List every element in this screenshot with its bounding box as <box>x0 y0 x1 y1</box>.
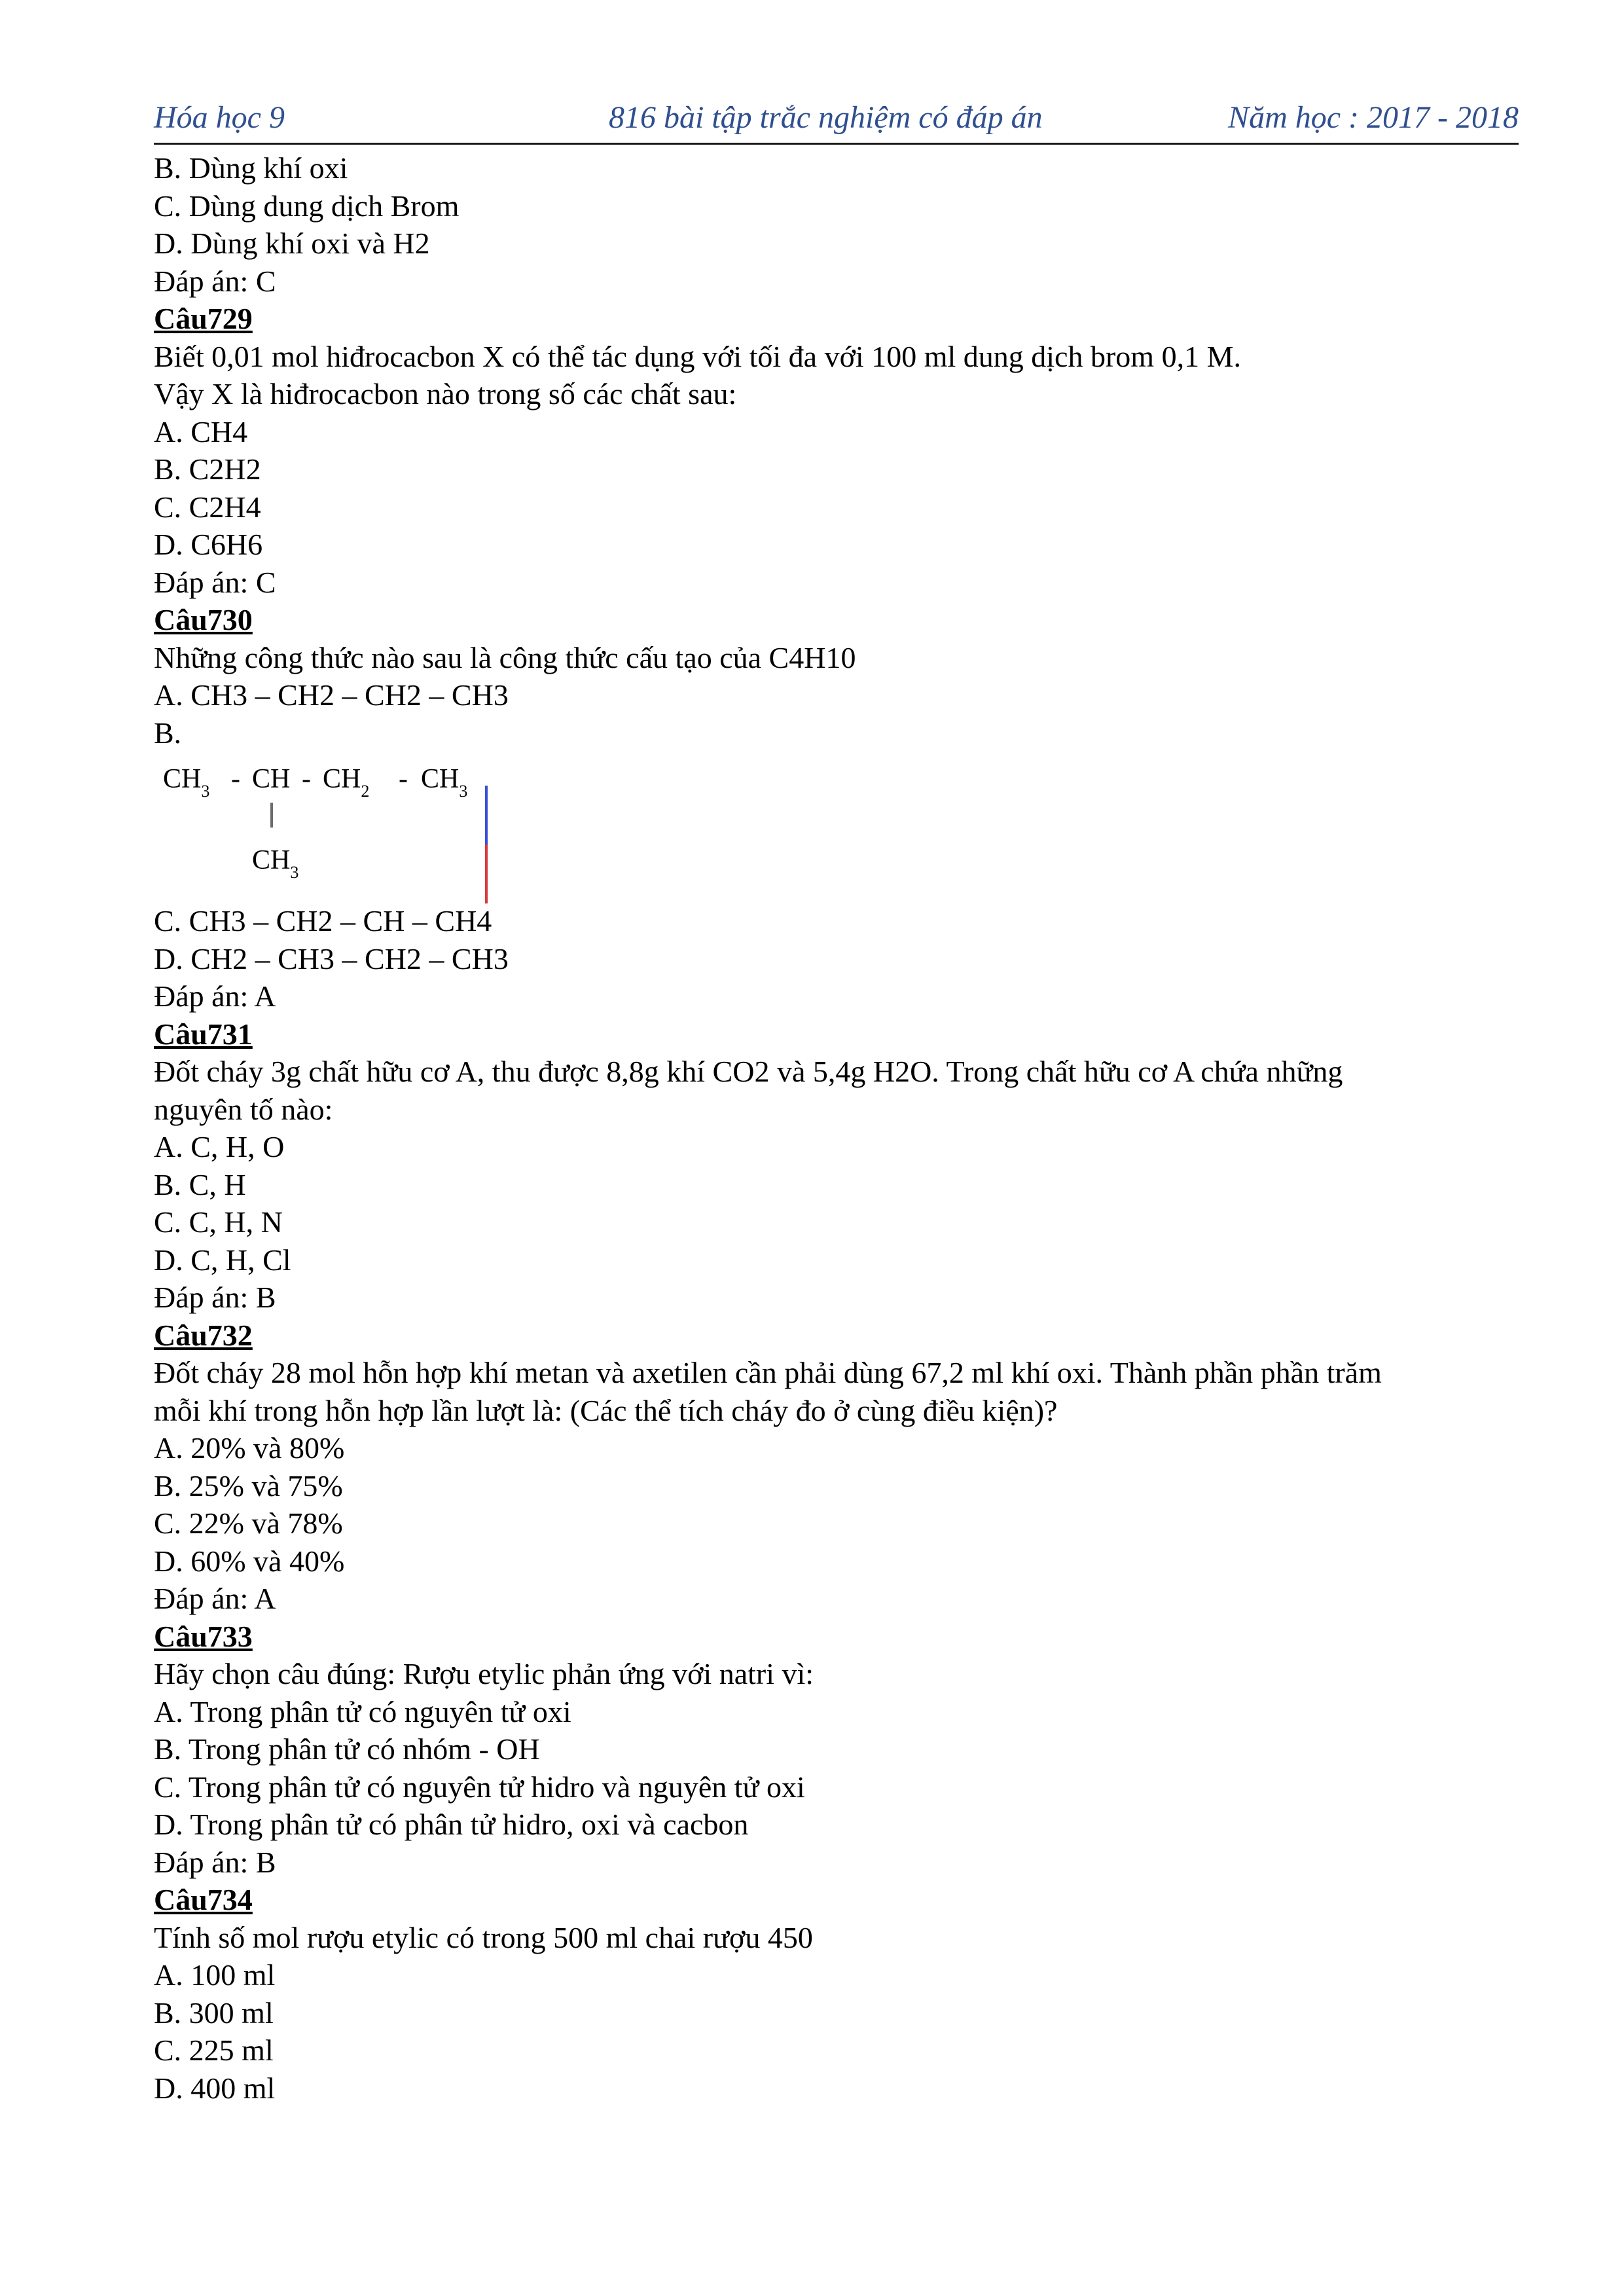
question-text: Biết 0,01 mol hiđrocacbon X có thể tác dụng với tối đa với 100 ml dung dịch brom 0,1 M. <box>154 339 1241 373</box>
option: D. Trong phân tử có phân tử hidro, oxi và cacbon <box>154 1808 749 1841</box>
option: A. 20% và 80% <box>154 1431 345 1465</box>
decorative-line-red <box>485 845 488 903</box>
option: D. Dùng khí oxi và H2 <box>154 227 430 260</box>
question-title: Câu730 <box>154 603 253 636</box>
formula-bond-vertical <box>270 803 273 828</box>
option: C. Dùng dung dịch Brom <box>154 189 460 223</box>
option: B. C, H <box>154 1167 246 1201</box>
document-body <box>154 149 1528 2107</box>
option: C. 22% và 78% <box>154 1506 343 1540</box>
formula-group: $CH_2$ <box>323 764 370 801</box>
option: B. 300 ml <box>154 1995 274 2030</box>
question-title: Câu733 <box>154 1619 253 1653</box>
formula-group: $CH_3$ <box>252 845 299 882</box>
structural-formula-image <box>154 752 743 902</box>
option: C. C2H4 <box>154 490 261 524</box>
answer: Đáp án: C <box>154 565 276 599</box>
question-text: Đốt cháy 3g chất hữu cơ A, thu được 8,8g khí CO2 và 5,4g H2O. Trong chất hữu cơ A chứa những <box>154 1055 1343 1088</box>
formula-bond: - <box>302 764 311 794</box>
question-text: mỗi khí trong hỗn hợp lần lượt là: (Các thể tích cháy đo ở cùng điều kiện)? <box>154 1393 1058 1427</box>
formula-group: CH <box>252 764 291 794</box>
question-text: Vậy X là hiđrocacbon nào trong số các chất sau: <box>154 377 737 410</box>
option: C. C, H, N <box>154 1205 283 1239</box>
page-header <box>154 97 1519 145</box>
option: B. Dùng khí oxi <box>154 151 348 185</box>
decorative-line-blue <box>485 786 488 845</box>
answer: Đáp án: A <box>154 1582 276 1615</box>
answer: Đáp án: B <box>154 1281 276 1314</box>
answer: Đáp án: B <box>154 1845 276 1879</box>
header-school-year: Năm học : 2017 - 2018 <box>1228 100 1519 135</box>
answer: Đáp án: A <box>154 979 276 1013</box>
option: C. Trong phân tử có nguyên tử hidro và nguyên tử oxi <box>154 1770 805 1804</box>
header-title: 816 bài tập trắc nghiệm có đáp án <box>609 100 1043 135</box>
option: D. 60% và 40% <box>154 1544 345 1578</box>
option: C. CH3 – CH2 – CH – CH4 <box>154 904 492 938</box>
question-title: Câu729 <box>154 302 253 335</box>
option: A. CH3 – CH2 – CH2 – CH3 <box>154 678 509 712</box>
option: A. C, H, O <box>154 1130 285 1163</box>
option: D. C, H, Cl <box>154 1243 291 1277</box>
formula-bond: - <box>231 764 240 794</box>
option: D. 400 ml <box>154 2071 276 2105</box>
question-text: nguyên tố nào: <box>154 1092 333 1126</box>
option: D. CH2 – CH3 – CH2 – CH3 <box>154 941 509 975</box>
header-subject: Hóa học 9 <box>154 100 285 135</box>
question-text: Tính số mol rượu etylic có trong 500 ml chai rượu 450 <box>154 1920 813 1954</box>
option: A. CH4 <box>154 414 248 448</box>
option: C. 225 ml <box>154 2033 274 2067</box>
option: B. <box>154 716 182 750</box>
formula-group: $CH_3$ <box>421 764 468 801</box>
option: B. 25% và 75% <box>154 1468 343 1503</box>
question-title: Câu731 <box>154 1017 253 1051</box>
option: B. Trong phân tử có nhóm - OH <box>154 1732 540 1766</box>
question-title: Câu732 <box>154 1318 253 1352</box>
answer: Đáp án: C <box>154 264 276 298</box>
option: D. C6H6 <box>154 528 263 561</box>
option: A. 100 ml <box>154 1958 276 1992</box>
question-title: Câu734 <box>154 1883 253 1916</box>
question-text: Hãy chọn câu đúng: Rượu etylic phản ứng với natri vì: <box>154 1657 814 1690</box>
formula-group: $CH_3$ <box>163 764 210 801</box>
question-text: Những công thức nào sau là công thức cấu tạo của C4H10 <box>154 640 856 674</box>
question-text: Đốt cháy 28 mol hỗn hợp khí metan và axetilen cần phải dùng 67,2 ml khí oxi. Thành phần phần trăm <box>154 1356 1382 1389</box>
option: A. Trong phân tử có nguyên tử oxi <box>154 1694 571 1728</box>
option: B. C2H2 <box>154 452 261 486</box>
formula-bond: - <box>399 764 408 794</box>
